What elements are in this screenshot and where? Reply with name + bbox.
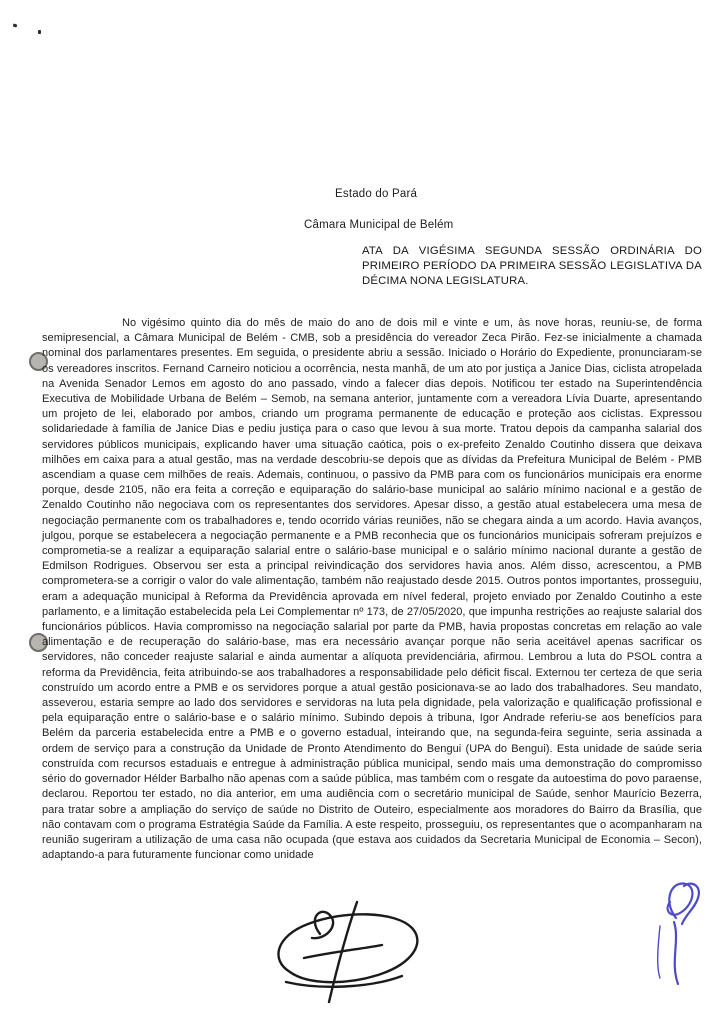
scan-speck	[38, 30, 41, 34]
belem-coat-of-arms-icon	[356, 120, 390, 176]
state-name: Estado do Pará	[335, 188, 418, 200]
handwritten-initials-blue	[646, 876, 712, 992]
handwritten-signature-black	[260, 898, 432, 1010]
institution-name: Câmara Municipal de Belém	[304, 219, 454, 231]
minutes-body-text: No vigésimo quinto dia do mês de maio do ano de dois mil e vinte e um, às nove horas, reuniu-se, de forma semipresencial, a Câmara Municipal de Belém - CMB, sob a presidência do vereador Zeca Pirão. Fez-se inicialmente a chamada nominal dos parlamentares presentes. Em seguida, o presidente abriu a sessão. Iniciado o Horário do Expediente, pronunciaram-se os vereadores inscritos. Fernand Carneiro noticiou a ocorrência, nesta manhã, de um ato por justiça a Janice Dias, ciclista atropelada na Avenida Senador Lemos em agosto do ano passado, vindo a falecer dias depois. Notificou ter estado na Superintendência Executiva de Mobilidade Urbana de Belém – Semob, na semana anterior, juntamente com a vereadora Lívia Duarte, apresentando um projeto de lei, elaborado por ambos, criando um programa permanente de educação e proteção aos ciclistas. Expressou solidariedade à família de Janice Dias e pediu justiça para o caso que levou à sua morte. Tratou depois da campanha salarial dos servidores públicos municipais, explicando haver uma situação caótica, pois o ex-prefeito Zenaldo Coutinho dissera que deixava milhões em caixa para a atual gestão, mas na verdade descobriu-se depois que as dívidas da Prefeitura Municipal de Belém - PMB ascendiam a quase cem milhões de reais. Ademais, continuou, o passivo da PMB para com os funcionários municipais era enorme porque, desde 2105, não era feita a correção e equiparação do salário-base municipal ao salário mínimo nacional e a gestão de Zenaldo Coutinho não negociava com os representantes dos servidores. Apesar disso, a gestão atual estabelecera uma mesa de negociação permanente com os trabalhadores e, tendo ocorrido várias reuniões, não se chegara ainda a um acordo. Havia avanços, julgou, porque se estabelecera a negociação permanente e a PMB reconhecia que os funcionários municipais sofreram prejuízos e comprometia-se a realizar a equiparação salarial entre o salário-base municipal e o salário mínimo nacional durante a gestão de Edmilson Rodrigues. Observou ser esta a principal reivindicação dos servidores havia anos. Além disso, acrescentou, a PMB comprometera-se a corrigir o valor do vale alimentação, também não reajustado desde 2015. Outros pontos importantes, prosseguiu, eram a adequação municipal à Reforma da Previdência aprovada em nível federal, projeto enviado por Zenaldo Coutinho a este parlamento, e a limitação estabelecida pela Lei Complementar nº 173, de 27/05/2020, que impunha restrições ao reajuste salarial dos funcionários públicos. Havia compromisso na negociação salarial por parte da PMB, havia propostas concretas em relação ao vale alimentação e de recuperação do salário-base, mas era necessário avançar porque não seria aceitável apenas sacrificar os servidores, não conceder reajuste salarial e ainda aumentar a alíquota previdenciária, afirmou. Lembrou a luta do PSOL contra a reforma da Previdência, feita atribuindo-se aos trabalhadores a responsabilidade pelo déficit fiscal. Externou ter certeza de que seria construído um acordo entre a PMB e os servidores porque a atual gestão posicionava-se ao lado dos trabalhadores. Seu mandato, asseverou, estaria sempre ao lado dos servidores e servidoras na luta pela dignidade, pela valorização e qualificação profissional e pela equiparação entre o salário-base e o salário mínimo. Subindo depois à tribuna, Igor Andrade referiu-se aos benefícios para Belém da parceria estabelecida entre a PMB e o governo estadual, inteirando que, na segunda-feira seguinte, seria assinada a ordem de serviço para a construção da Unidade de Pronto Atendimento do Bengui (UPA do Bengui). Esta unidade de saúde seria construída com recursos estaduais e entregue à administração pública municipal, sendo mais uma demonstração do compromisso sério do governador Hélder Barbalho não apenas com a saúde pública, mas também com o resgate da autoestima do povo paraense, declarou. Reportou ter estado, no dia anterior, em uma audiência com o secretário municipal de Saúde, senhor Maurício Bezerra, para tratar sobre a ampliação do serviço de saúde no Distrito de Outeiro, especialmente aos moradores do Bairro da Brasília, que não contavam com o programa Estratégia Saúde da Família. A este respeito, prosseguiu, os representantes que o acompanharam na reunião sugeriram a utilização de uma casa não ocupada (que estava aos cuidados da Secretaria Municipal de Economia – Secon), adaptando-a para futuramente funcionar como unidade	[42, 317, 702, 862]
session-title: ATA DA VIGÉSIMA SEGUNDA SESSÃO ORDINÁRIA DO PRIMEIRO PERÍODO DA PRIMEIRA SESSÃO LEGISLATIVA DA DÉCIMA NONA LEGISLATURA.	[362, 245, 702, 287]
scan-speck	[13, 23, 18, 27]
